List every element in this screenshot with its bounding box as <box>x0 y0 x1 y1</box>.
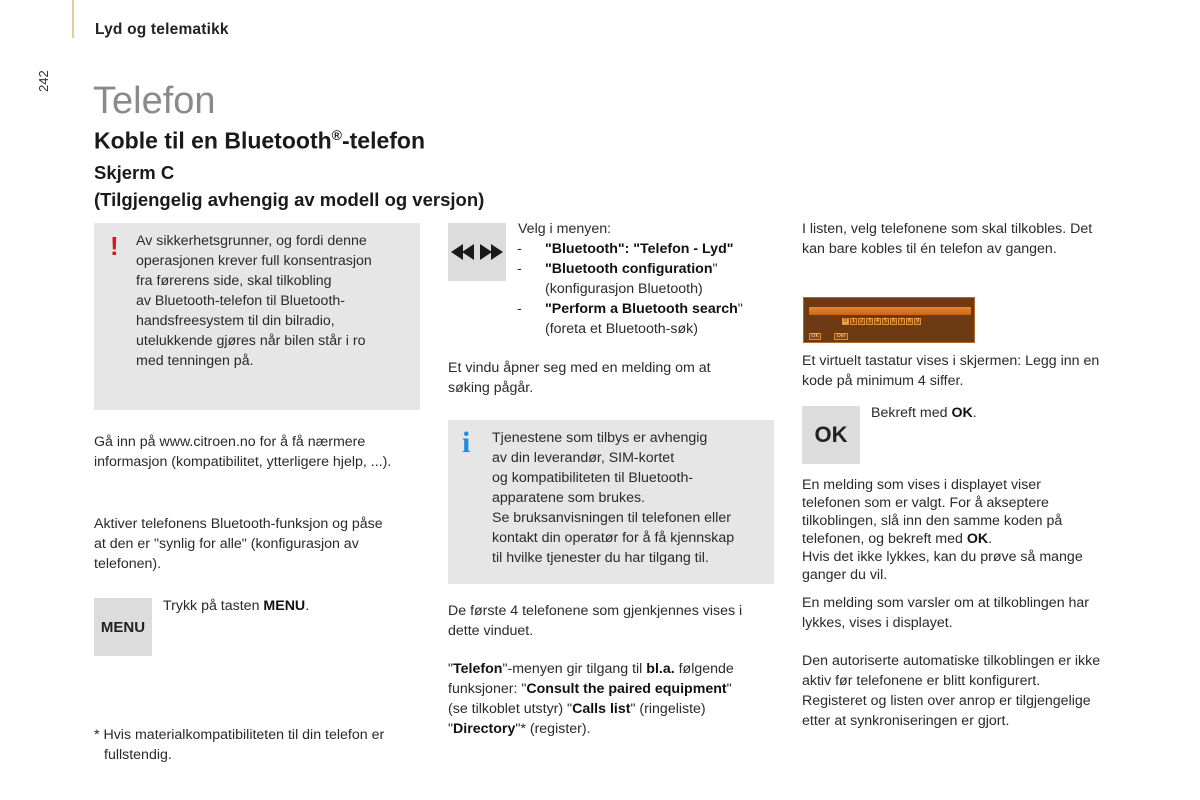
activate-line: telefonen). <box>94 556 162 572</box>
text-bold: Directory <box>453 721 516 737</box>
select-phone-info <box>802 219 1142 259</box>
keypad-ok-button: OK <box>809 333 821 340</box>
press-key: MENU <box>263 598 306 614</box>
info-line: kontakt din operatør for å få kjennskap <box>492 530 735 546</box>
section-header: Lyd og telematikk <box>95 21 229 38</box>
menu-item-tail: " <box>737 301 743 317</box>
keypad-key: 1 <box>851 318 856 324</box>
menu-intro: Velg i menyen: <box>518 221 612 237</box>
menu-key-label: MENU <box>100 618 146 636</box>
success-line: lykkes, vises i displayet. <box>802 615 953 631</box>
text: telefonen, og bekreft med <box>802 531 967 547</box>
menu-item <box>517 259 778 299</box>
warning-line: operasjonen krever full konsentrasjon <box>136 253 372 269</box>
text: "* (register). <box>515 721 591 737</box>
section-title-text: Koble til en Bluetooth <box>94 127 332 154</box>
text-bold: Consult the paired equipment <box>526 681 727 697</box>
screen-title: Skjerm C <box>94 162 175 183</box>
keyboard-info <box>802 351 1152 391</box>
text: "-menyen gir tilgang til <box>502 661 647 677</box>
warning-icon: ! <box>110 231 119 261</box>
menu-item-sub: (foreta et Bluetooth-søk) <box>545 321 698 337</box>
left-right-arrows-icon <box>451 242 503 262</box>
window-line: Et vindu åpner seg med en melding om at <box>448 360 711 376</box>
window-line: søking pågår. <box>448 380 534 396</box>
list-line: kan bare kobles til én telefon av gangen. <box>802 241 1057 257</box>
press-suffix: . <box>305 598 310 614</box>
telefon-line <box>448 679 778 699</box>
ok-key-label: OK <box>814 422 848 447</box>
registered-mark: ® <box>331 127 342 143</box>
list-line: I listen, velg telefonene som skal tilkobles. Det <box>802 221 1093 237</box>
retry-line: ganger du vil. <box>802 567 888 583</box>
telefon-menu-info <box>448 659 778 739</box>
activate-line: Aktiver telefonens Bluetooth-funksjon og påse <box>94 516 383 532</box>
dash: - <box>517 261 522 277</box>
menu-item-bold: "Perform a Bluetooth search <box>545 301 738 317</box>
footnote-line: fullstendig. <box>104 747 172 763</box>
message-line <box>802 530 1142 548</box>
keyboard-line: kode på minimum 4 siffer. <box>802 373 964 389</box>
text-bold: OK <box>966 531 989 547</box>
text-bold: Telefon <box>453 661 503 677</box>
keypad-del-button: Del <box>834 333 848 340</box>
footnote <box>94 725 434 765</box>
info-line: til hvilke tjenester du har tilgang til. <box>492 550 709 566</box>
auto-line: aktiv før telefonene er blitt konfigurert. <box>802 673 1041 689</box>
keypad-key: 7 <box>899 318 904 324</box>
press-menu-text <box>163 596 309 616</box>
warning-line: utelukkende gjøres når bilen står i ro <box>136 333 366 349</box>
search-window-info <box>448 358 768 398</box>
message-line: En melding som vises i displayet viser <box>802 477 1041 493</box>
first-phones-info <box>448 601 778 641</box>
text-bold: bl.a. <box>646 661 675 677</box>
warning-line: Av sikkerhetsgrunner, og fordi denne <box>136 233 367 249</box>
keypad-key: 0 <box>843 318 848 324</box>
menu-key-button <box>94 598 152 656</box>
virtual-keypad <box>842 318 921 325</box>
warning-box <box>94 223 420 410</box>
message-line: telefonen som er valgt. For å akseptere <box>802 495 1049 511</box>
dash: - <box>517 301 522 317</box>
telefon-line <box>448 659 778 679</box>
first-line: De første 4 telefonene som gjenkjennes vises i <box>448 603 743 619</box>
info-icon: i <box>462 426 471 459</box>
page-title: Telefon <box>93 80 216 122</box>
keypad-screen <box>803 297 975 343</box>
telefon-line <box>448 699 778 719</box>
section-title-suffix: -telefon <box>341 127 426 154</box>
keypad-key: 3 <box>867 318 872 324</box>
header-divider <box>72 0 74 38</box>
warning-line: fra førerens side, skal tilkobling <box>136 273 332 289</box>
text: " <box>448 661 454 677</box>
keypad-key: 8 <box>907 318 912 324</box>
confirm-text <box>871 403 977 423</box>
warning-text <box>136 231 418 371</box>
dash: - <box>517 241 522 257</box>
auto-line: Den autoriserte automatiske tilkoblingen er ikke <box>802 653 1101 669</box>
warning-line: handsfreesystem til din bilradio, <box>136 313 335 329</box>
first-line: dette vinduet. <box>448 623 534 639</box>
keypad-key: 9 <box>915 318 920 324</box>
keypad-key: 5 <box>883 318 888 324</box>
menu-item-bold: "Bluetooth": "Telefon - Lyd" <box>545 241 734 257</box>
keypad-key: 4 <box>875 318 880 324</box>
menu-item-tail: " <box>712 261 718 277</box>
website-line: informasjon (kompatibilitet, ytterligere hjelp, ...). <box>94 454 392 470</box>
auto-line: etter at synkroniseringen er gjort. <box>802 713 1010 729</box>
page-number: 242 <box>36 70 51 92</box>
keypad-key: 6 <box>891 318 896 324</box>
retry-line: Hvis det ikke lykkes, kan du prøve så mange <box>802 549 1083 565</box>
code-entry-bar <box>809 307 971 315</box>
info-line: Se bruksanvisningen til telefonen eller <box>492 510 731 526</box>
ok-key-button <box>802 406 860 464</box>
text: følgende <box>674 661 734 677</box>
info-text <box>492 428 772 568</box>
menu-item <box>517 299 778 339</box>
text: " <box>726 681 732 697</box>
menu-item <box>517 239 778 259</box>
info-line: Tjenestene som tilbys er avhengig <box>492 430 708 446</box>
confirm-key: OK <box>951 405 973 421</box>
menu-selection <box>518 219 778 339</box>
selected-phone-message <box>802 476 1142 584</box>
message-line: tilkoblingen, slå inn den samme koden på <box>802 513 1063 529</box>
text: " <box>448 721 454 737</box>
keyboard-line: Et virtuelt tastatur vises i skjermen: Legg inn en <box>802 353 1100 369</box>
info-line: av din leverandør, SIM-kortet <box>492 450 675 466</box>
success-line: En melding som varsler om at tilkoblingen har <box>802 595 1090 611</box>
website-line: Gå inn på www.citroen.no for å få nærmere <box>94 434 366 450</box>
success-message <box>802 593 1142 633</box>
confirm-suffix: . <box>972 405 977 421</box>
text-bold: Calls list <box>572 701 631 717</box>
text: (se tilkoblet utstyr) " <box>448 701 573 717</box>
menu-list <box>517 239 778 339</box>
info-box <box>448 420 774 584</box>
confirm-prefix: Bekreft med <box>871 405 952 421</box>
text: . <box>988 531 993 547</box>
auto-line: Registeret og listen over anrop er tilgjengelige <box>802 693 1091 709</box>
warning-line: med tenningen på. <box>136 353 254 369</box>
activate-bluetooth-info <box>94 514 434 574</box>
nav-arrows-button <box>448 223 506 281</box>
telefon-line <box>448 719 778 739</box>
menu-item-sub: (konfigurasjon Bluetooth) <box>545 281 703 297</box>
press-prefix: Trykk på tasten <box>163 598 264 614</box>
section-title <box>94 127 425 155</box>
keypad-key: 2 <box>859 318 864 324</box>
text: " (ringeliste) <box>630 701 706 717</box>
warning-line: av Bluetooth-telefon til Bluetooth- <box>136 293 346 309</box>
footnote-line: * Hvis materialkompatibiliteten til din telefon er <box>94 727 385 743</box>
auto-connection-info <box>802 651 1152 731</box>
activate-line: at den er "synlig for alle" (konfigurasjon av <box>94 536 359 552</box>
availability-note: (Tilgjengelig avhengig av modell og versjon) <box>94 189 485 210</box>
info-line: og kompatibiliteten til Bluetooth- <box>492 470 694 486</box>
menu-item-bold: "Bluetooth configuration <box>545 261 713 277</box>
website-info <box>94 432 434 472</box>
info-line: apparatene som brukes. <box>492 490 646 506</box>
text: funksjoner: " <box>448 681 527 697</box>
